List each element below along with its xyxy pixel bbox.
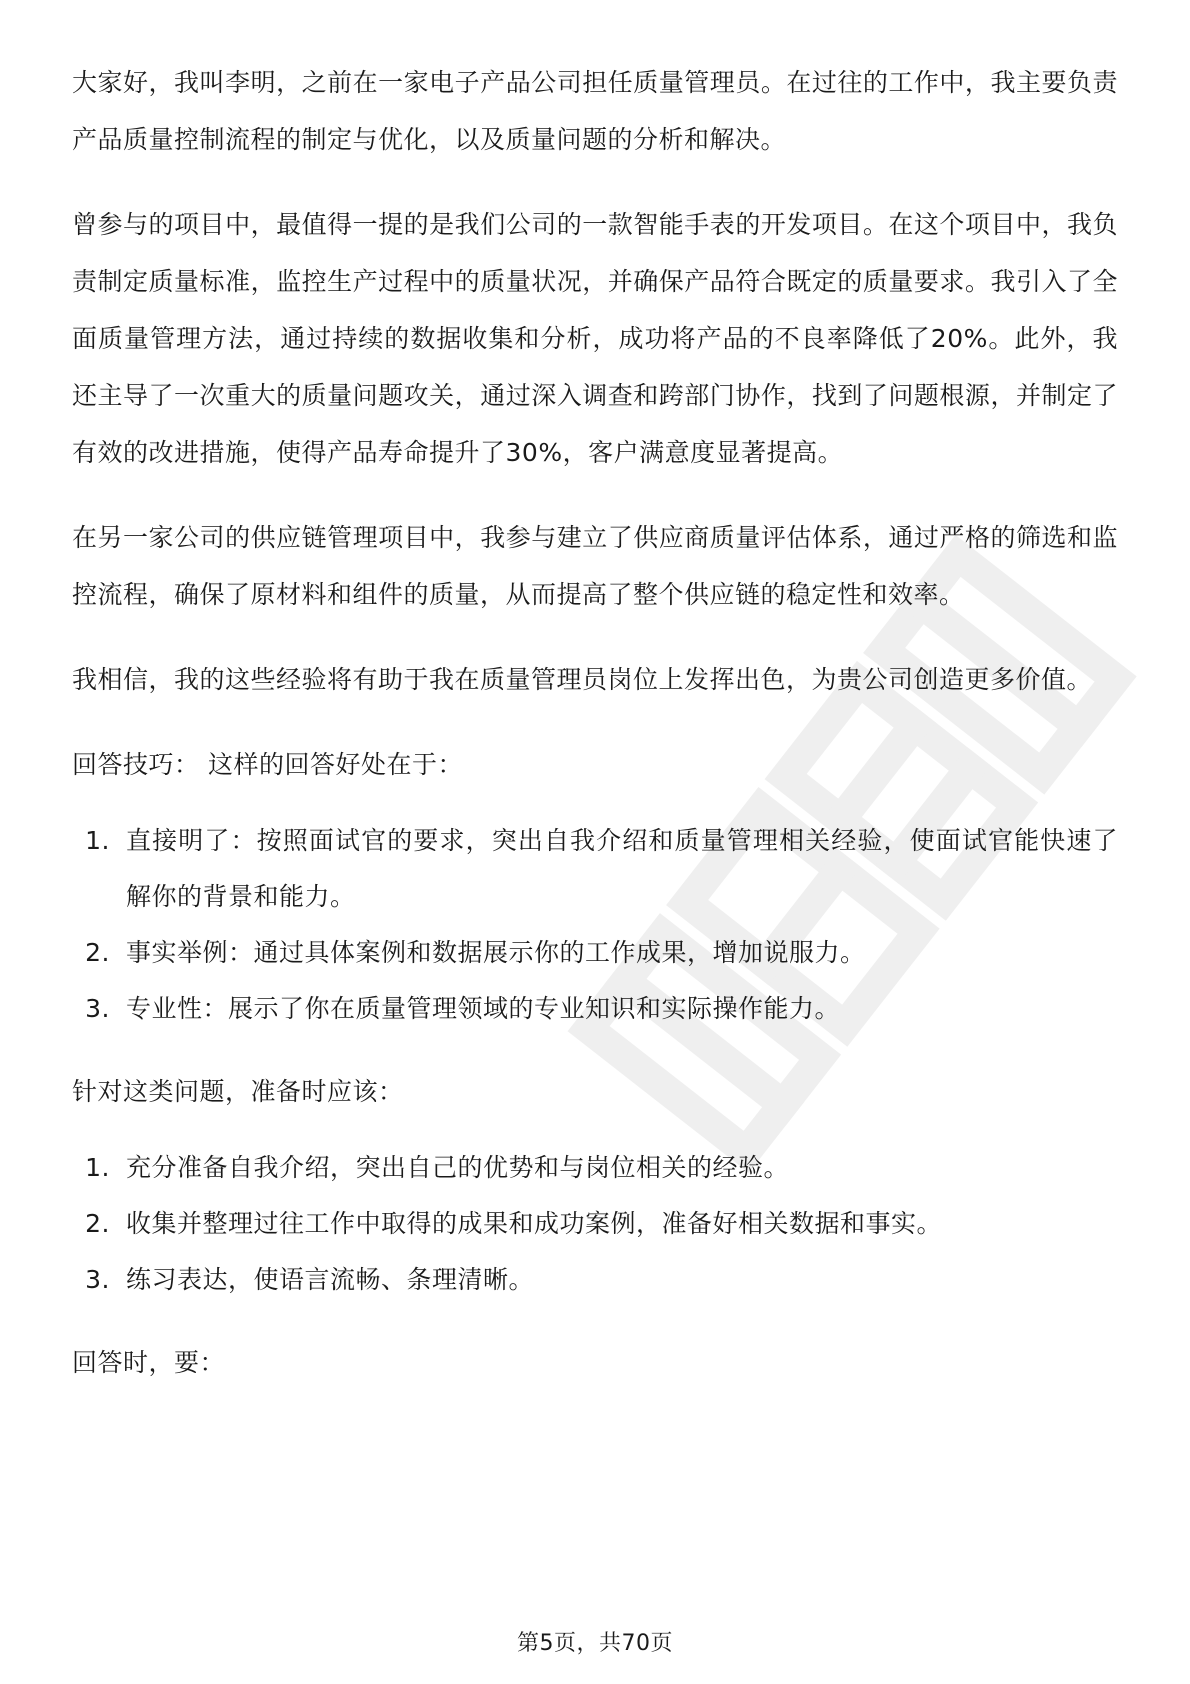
paragraph-supply-chain: 在另一家公司的供应链管理项目中，我参与建立了供应商质量评估体系，通过严格的筛选和监控流程，确保了原材料和组件的质量，从而提高了整个供应链的稳定性和效率。	[72, 523, 1118, 609]
paragraph-intro: 大家好，我叫李明，之前在一家电子产品公司担任质量管理员。在过往的工作中，我主要负责产品质量控制流程的制定与优化，以及质量问题的分析和解决。	[72, 68, 1118, 154]
list-number: 1.	[85, 826, 110, 855]
list-number: 1.	[85, 1153, 110, 1182]
list-text: 充分准备自我介绍，突出自己的优势和与岗位相关的经验。	[126, 1153, 790, 1182]
list-number: 2.	[85, 938, 110, 967]
list-item	[72, 1252, 1118, 1308]
list-number: 3.	[85, 1265, 110, 1294]
paragraph-closing: 我相信，我的这些经验将有助于我在质量管理员岗位上发挥出色，为贵公司创造更多价值。	[72, 665, 1093, 694]
list-item	[72, 813, 1118, 925]
list-item	[72, 925, 1118, 981]
prep-list	[72, 1140, 1118, 1308]
list-text: 直接明了：按照面试官的要求，突出自我介绍和质量管理相关经验，使面试官能快速了解你的背景和能力。	[126, 826, 1118, 911]
page-number-footer: 第5页，共70页	[517, 1631, 673, 1656]
list-text: 专业性：展示了你在质量管理领域的专业知识和实际操作能力。	[126, 994, 841, 1023]
list-text: 收集并整理过往工作中取得的成果和成功案例，准备好相关数据和事实。	[126, 1209, 943, 1238]
tips-list	[72, 813, 1118, 1037]
tips-heading: 回答技巧： 这样的回答好处在于：	[72, 750, 463, 779]
list-item	[72, 1196, 1118, 1252]
list-number: 3.	[85, 994, 110, 1023]
answer-heading: 回答时，要：	[72, 1348, 226, 1377]
list-item	[72, 1140, 1118, 1196]
prep-heading: 针对这类问题，准备时应该：	[72, 1077, 404, 1106]
paragraph-project: 曾参与的项目中，最值得一提的是我们公司的一款智能手表的开发项目。在这个项目中，我负责制定质量标准，监控生产过程中的质量状况，并确保产品符合既定的质量要求。我引入了全面质量管理方法，通过持续的数据收集和分析，成功将产品的不良率降低了20%。此外，我还主导了一次重大的质量问题攻关，通过深入调查和跨部门协作，找到了问题根源，并制定了有效的改进措施，使得产品寿命提升了30%，客户满意度显著提高。	[72, 210, 1118, 467]
list-text: 事实举例：通过具体案例和数据展示你的工作成果，增加说服力。	[126, 938, 866, 967]
document-page	[72, 54, 1118, 1419]
list-item	[72, 981, 1118, 1037]
list-number: 2.	[85, 1209, 110, 1238]
list-text: 练习表达，使语言流畅、条理清晰。	[126, 1265, 535, 1294]
